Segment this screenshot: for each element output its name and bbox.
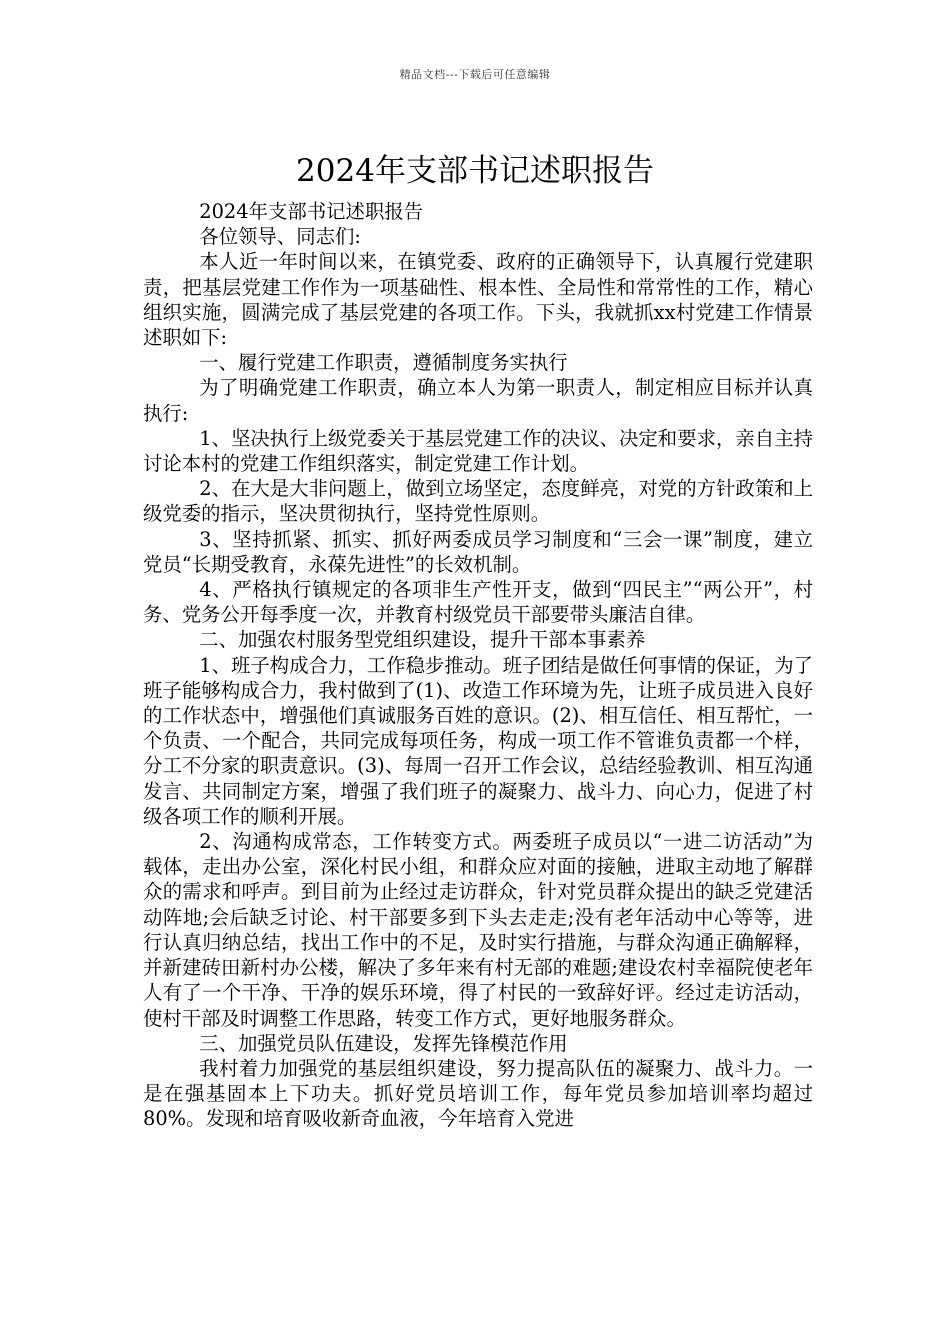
document-title: 2024年支部书记述职报告 <box>296 152 654 189</box>
section-heading-2: 二、加强农村服务型党组织建设，提升干部本事素养 <box>199 628 646 652</box>
list-item: 1、坚决执行上级党委关于基层党建工作的决议、决定和要求，亲自主持讨论本村的党建工作组织落实，制定党建工作计划。 <box>143 426 813 476</box>
list-item: 3、坚持抓紧、抓实、抓好两委成员学习制度和“三会一课”制度，建立党员“长期受教育，永葆先进性”的长效机制。 <box>143 527 813 576</box>
section-heading-1: 一、履行党建工作职责，遵循制度务实执行 <box>199 351 568 375</box>
paragraph: 我村着力加强党的基层组织建设，努力提高队伍的凝聚力、战斗力。一是在强基固本上下功夫。抓好党员培训工作，每年党员参加培训率均超过80%。发现和培育吸收新奇血液，今年培育入党进 <box>143 1056 813 1131</box>
section-heading-3: 三、加强党员队伍建设，发挥先锋模范作用 <box>199 1031 568 1055</box>
body-subtitle: 2024年支部书记述职报告 <box>199 200 424 223</box>
list-item: 1、班子构成合力，工作稳步推动。班子团结是做任何事情的保证，为了班子能够构成合力，我村做到了(1)、改造工作环境为先，让班子成员进入良好的工作状态中，增强他们真诚服务百姓的意识。(2)、相互信任、相互帮忙，一个负责、一个配合，共同完成每项任务，构成一项工作不管谁负责都一个样，分工不分家的职责意识。(3)、每周一召开工作会议，总结经验教训、相互沟通发言、共同制定方案，增强了我们班子的凝聚力、战斗力、向心力，促进了村级各项工作的顺利开展。 <box>143 653 813 828</box>
document-body <box>143 199 813 1132</box>
page-header-note: 精品文档---下载后可任意编辑 <box>399 68 551 81</box>
list-item: 2、在大是大非问题上，做到立场坚定，态度鲜亮，对党的方针政策和上级党委的指示，坚决贯彻执行，坚持党性原则。 <box>143 477 813 526</box>
intro-paragraph: 本人近一年时间以来，在镇党委、政府的正确领导下，认真履行党建职责，把基层党建工作作为一项基础性、根本性、全局性和常常性的工作，精心组织实施，圆满完成了基层党建的各项工作。下头，我就抓xx村党建工作情景述职如下: <box>143 250 813 350</box>
list-item: 2、沟通构成常态，工作转变方式。两委班子成员以“一进二访活动”为载体，走出办公室，深化村民小组，和群众应对面的接触，进取主动地了解群众的需求和呼声。到目前为止经过走访群众，针对党员群众提出的缺乏党建活动阵地;会后缺乏讨论、村干部要多到下头去走走;没有老年活动中心等等，进行认真归纳总结，找出工作中的不足，及时实行措施，与群众沟通正确解释，并新建砖田新村办公楼，解决了多年来有村无部的难题;建设农村幸福院使老年人有了一个干净、干净的娱乐环境，得了村民的一致辞好评。经过走访活动，使村干部及时调整工作思路，转变工作方式，更好地服务群众。 <box>143 830 813 1030</box>
list-item: 4、严格执行镇规定的各项非生产性开支，做到“四民主”“两公开”，村务、党务公开每季度一次，并教育村级党员干部要带头廉洁自律。 <box>143 578 813 627</box>
paragraph: 为了明确党建工作职责，确立本人为第一职责人，制定相应目标并认真执行: <box>143 376 813 425</box>
salutation: 各位领导、同志们: <box>199 225 361 249</box>
